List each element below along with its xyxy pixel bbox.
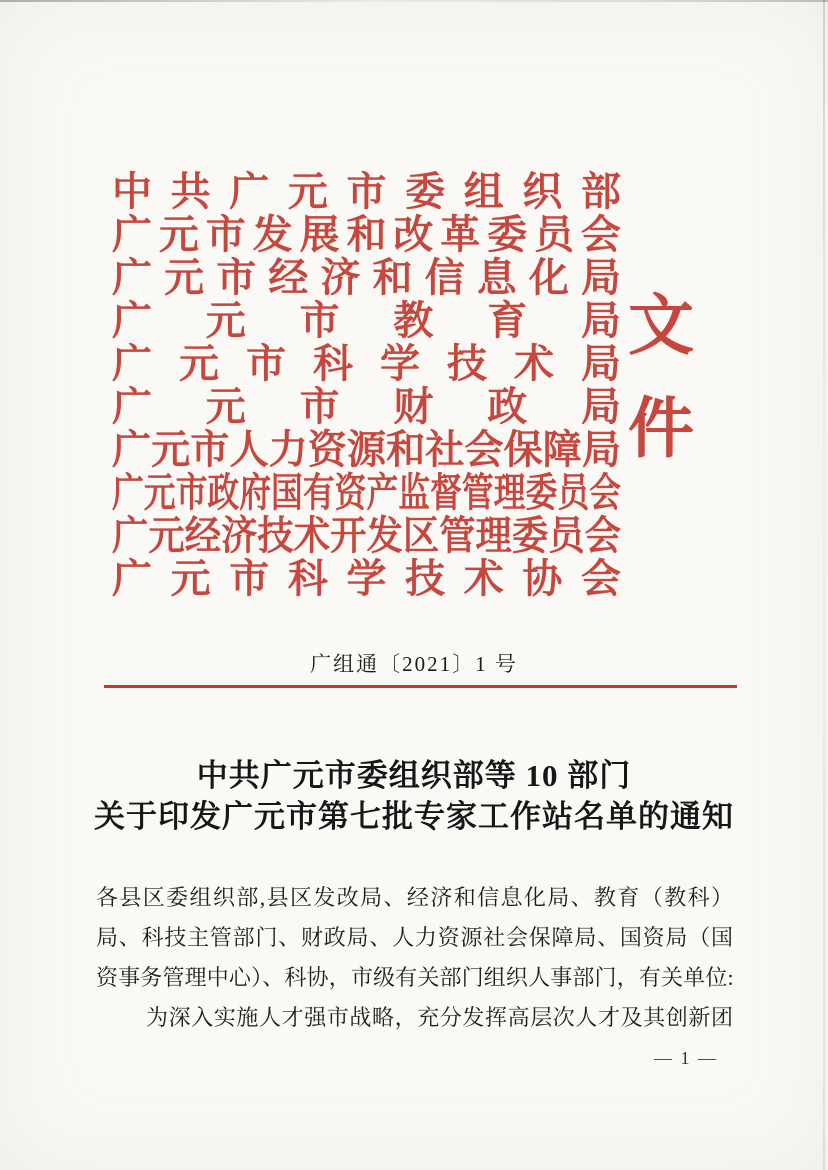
issuer-line: 广 元 市 人 力 资 源 和 社 会 保 障 局: [112, 426, 621, 472]
issuer-line: 广 元 市 教 育 局: [112, 297, 621, 343]
body-line: 资事务管理中心）、科协，市级有关部门组织人事部门，有关单位:: [96, 965, 733, 990]
title-line-1: 中共广元市委组织部等 10 部门: [196, 758, 632, 793]
body-text: [96, 878, 733, 1038]
issuer-line: 广 元 市 财 政 局: [112, 383, 621, 429]
issuer-line: 广 元 市 科 学 技 术 协 会: [112, 555, 621, 601]
issuer-line: 广 元 市 政 府 国 有 资 产 监 督 管 理 委 员 会: [112, 469, 621, 515]
scan-artifact-right: [823, 0, 825, 1170]
body-line: 为深入实施人才强市战略，充分发挥高层次人才及其创新团: [146, 1005, 733, 1030]
page-number: — 1 —: [654, 1048, 718, 1068]
body-line: 各县区委组织部,县区发改局、经济和信息化局、教育（教科）: [96, 885, 733, 910]
red-divider-rule: [104, 685, 737, 688]
issuer-line: 中 共 广 元 市 委 组 织 部: [112, 168, 621, 214]
doc-number: 广组通〔2021〕1 号: [310, 652, 518, 676]
document-title: [0, 755, 828, 837]
issuer-line: 广 元 市 发 展 和 改 革 委 员 会: [112, 211, 621, 257]
issuer-line: 广 元 市 科 学 技 术 局: [112, 340, 621, 386]
issuer-line: 广 元 经 济 技 术 开 发 区 管 理 委 员 会: [112, 512, 621, 558]
doc-type-label: 文 件: [628, 290, 694, 466]
title-line-2: 关于印发广元市第七批专家工作站名单的通知: [94, 799, 734, 834]
scan-artifact-top: [0, 0, 828, 2]
issuer-line: 广 元 市 经 济 和 信 息 化 局: [112, 254, 621, 300]
body-line: 局、科技主管部门、财政局、人力资源社会保障局、国资局（国: [96, 925, 733, 950]
